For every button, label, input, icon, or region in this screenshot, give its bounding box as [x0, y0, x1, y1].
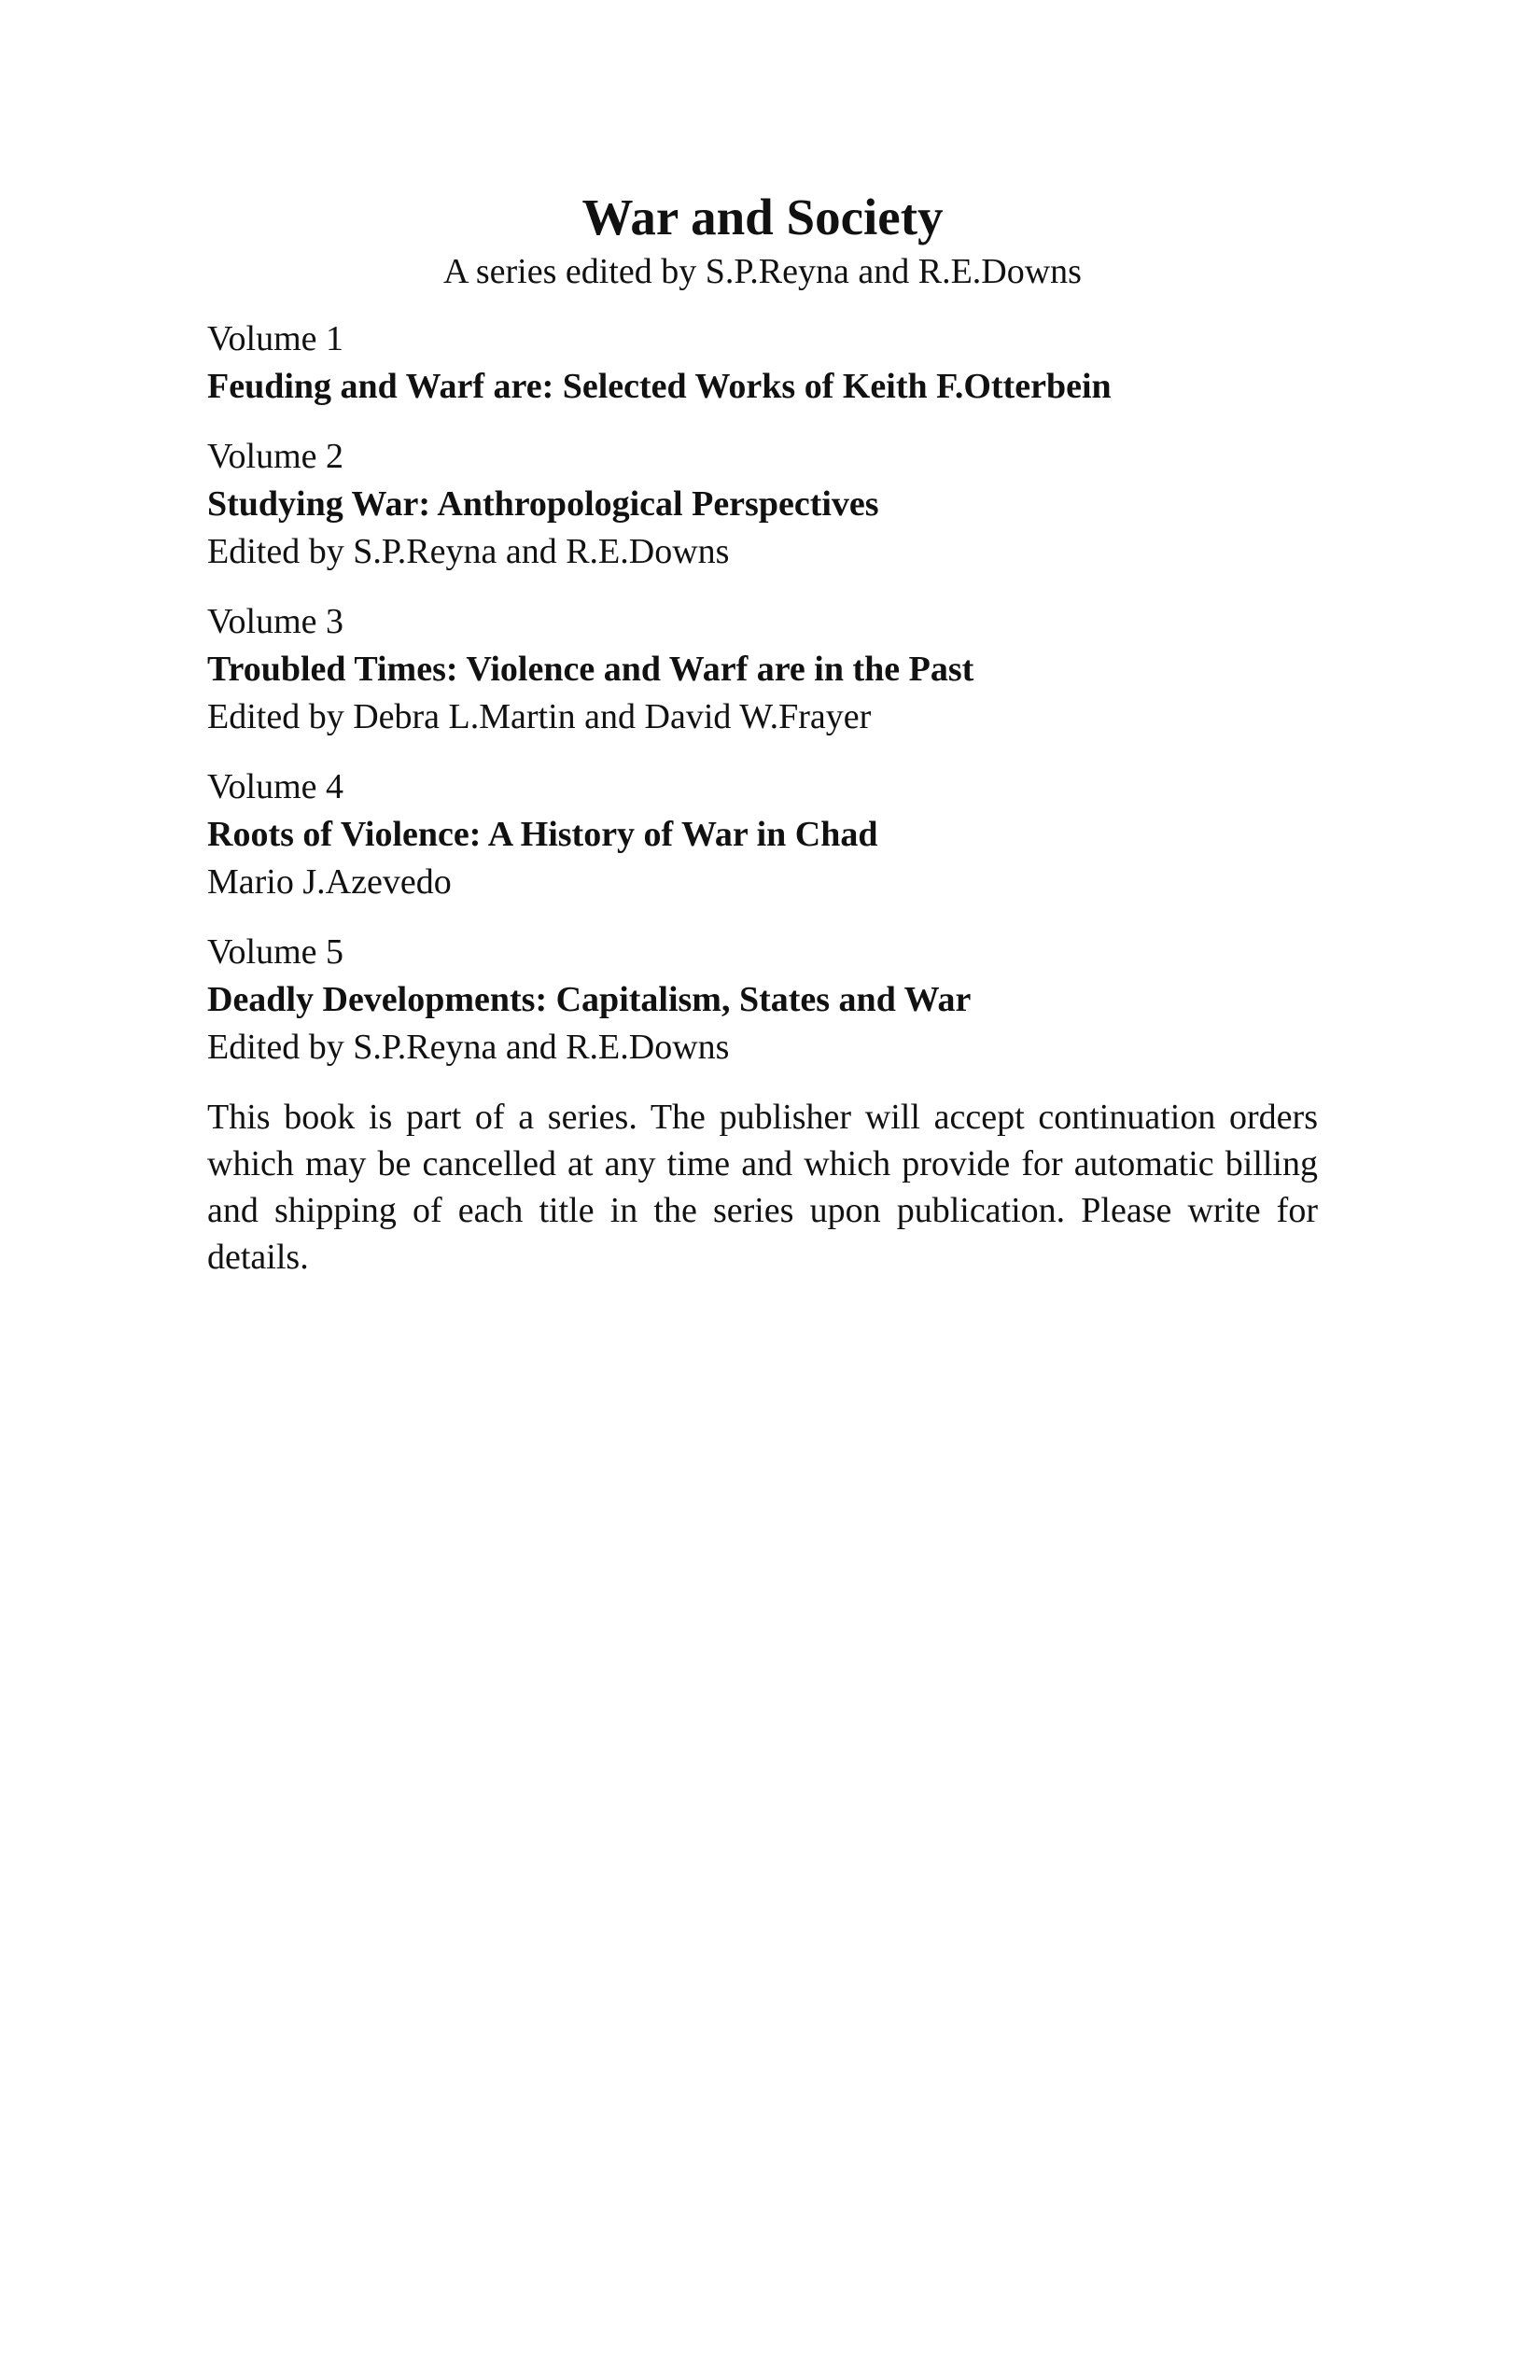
volume-title: Roots of Violence: A History of War in Chad — [207, 815, 878, 854]
volume-entry-3 — [207, 598, 1318, 741]
series-editors: A series edited by S.P.Reyna and R.E.Downs — [443, 252, 1082, 291]
series-note: This book is part of a series. The publisher will accept continuation orders which may be cancelled at any time and which provide for automatic billing and shipping of each title in the series upon publication. Please write for details. — [207, 1098, 1318, 1277]
volume-label: Volume 2 — [207, 437, 344, 476]
series-title: War and Society — [581, 189, 944, 245]
volume-entry-5 — [207, 929, 1318, 1071]
volume-entry-2 — [207, 433, 1318, 576]
volume-entry-1 — [207, 315, 1318, 411]
volume-title: Troubled Times: Violence and Warf are in the Past — [207, 650, 974, 689]
volume-entry-4 — [207, 763, 1318, 906]
volume-label: Volume 4 — [207, 767, 344, 806]
volume-credit: Edited by S.P.Reyna and R.E.Downs — [207, 532, 730, 571]
volume-title: Feuding and Warf are: Selected Works of Keith F.Otterbein — [207, 367, 1112, 406]
volume-credit: Edited by S.P.Reyna and R.E.Downs — [207, 1028, 730, 1067]
volume-credit: Edited by Debra L.Martin and David W.Frayer — [207, 697, 872, 736]
volume-label: Volume 1 — [207, 319, 344, 358]
volume-title: Deadly Developments: Capitalism, States and War — [207, 980, 972, 1019]
volume-credit: Mario J.Azevedo — [207, 862, 452, 902]
series-page — [207, 187, 1318, 1281]
volume-label: Volume 3 — [207, 602, 344, 641]
volume-title: Studying War: Anthropological Perspectives — [207, 484, 879, 524]
volume-label: Volume 5 — [207, 932, 344, 972]
